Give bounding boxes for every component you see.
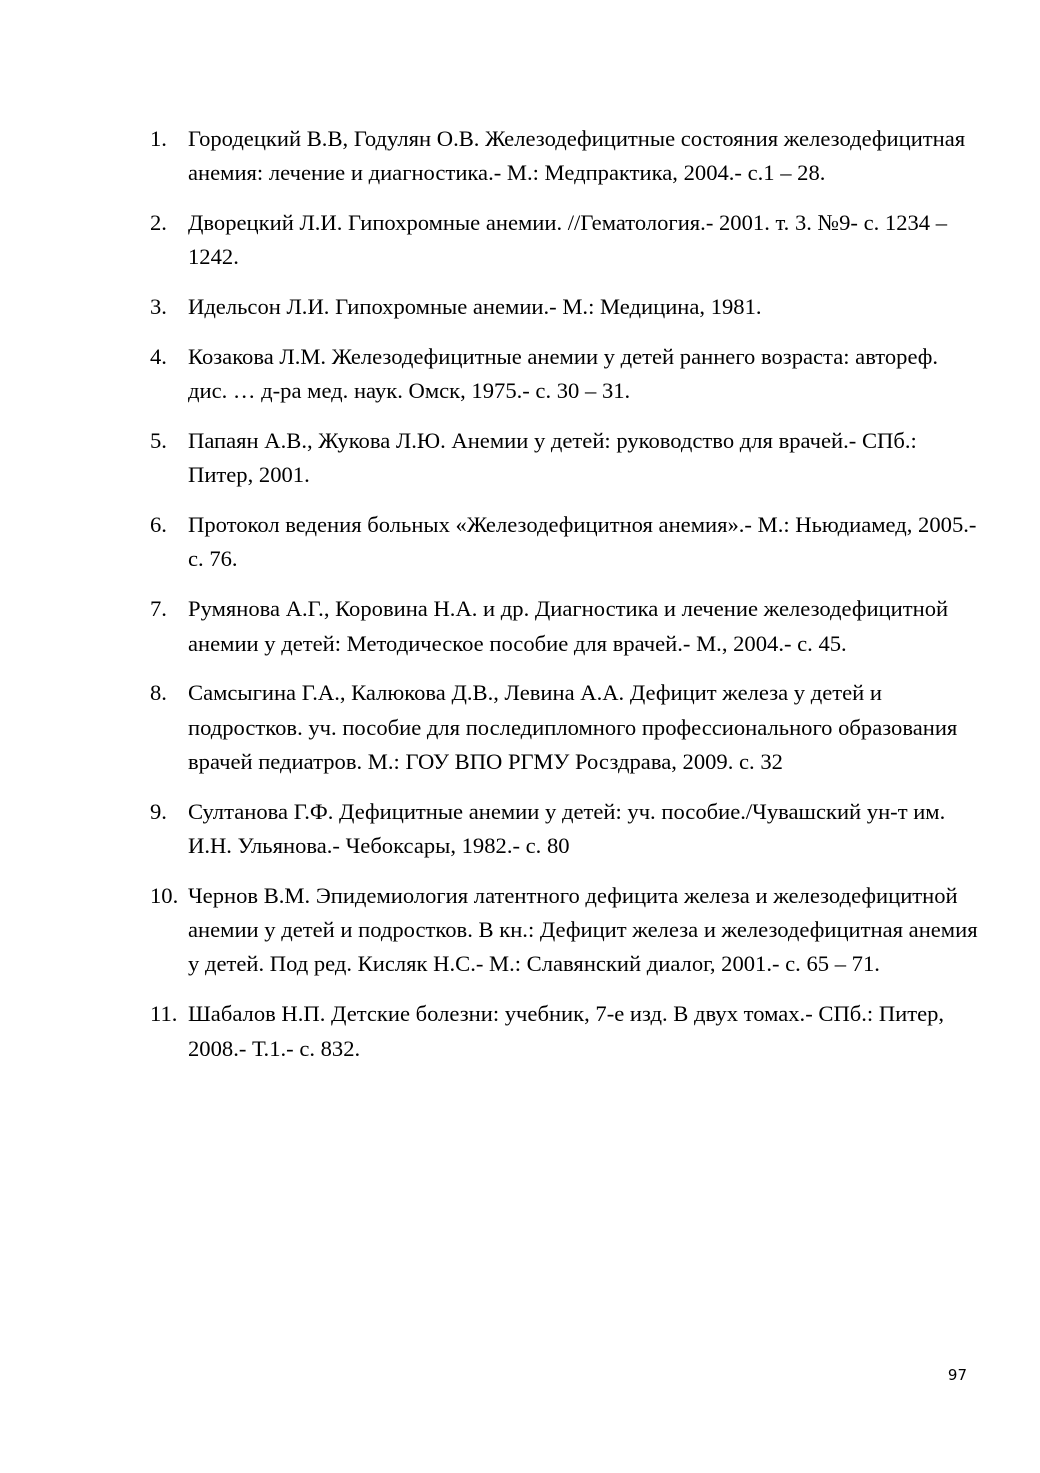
reference-item — [150, 508, 980, 577]
reference-number: 11. — [150, 1001, 178, 1027]
page-number: 97 — [947, 1366, 967, 1384]
reference-item — [150, 424, 980, 493]
reference-item — [150, 592, 980, 661]
reference-number: 2. — [150, 210, 167, 236]
reference-item — [150, 290, 980, 324]
reference-item — [150, 795, 980, 864]
reference-text: Шабалов Н.П. Детские болезни: учебник, 7-е изд. В двух томах.- СПб.: Питер, 2008.- Т.1.- с. 832. — [188, 1001, 945, 1061]
reference-text: Чернов В.М. Эпидемиология латентного дефицита железа и железодефицитной анемии у детей и подростков. В кн.: Дефицит железа и железодефицитная анемия у детей. Под ред. Кисляк Н.С.- М.: Славянский диалог, 2001.- с. 65 – 71. — [188, 882, 978, 977]
reference-text: Самсыгина Г.А., Калюкова Д.В., Левина А.А. Дефицит железа у детей и подростков. уч. пособие для последипломного профессионального образования врачей педиатров. М.: ГОУ ВПО РГМУ Росздрава, 2009. с. 32 — [188, 680, 958, 774]
reference-item — [150, 879, 980, 982]
reference-number: 3. — [150, 294, 167, 320]
reference-text: Городецкий В.В, Годулян О.В. Железодефицитные состояния железодефицитная анемия: лечение и диагностика.- М.: Медпрактика, 2004.- с.1 – 28. — [188, 126, 966, 186]
reference-text: Папаян А.В., Жукова Л.Ю. Анемии у детей: руководство для врачей.- СПб.: Питер, 2001. — [188, 428, 917, 488]
reference-number: 8. — [150, 680, 167, 706]
reference-number: 6. — [150, 512, 167, 538]
reference-number: 5. — [150, 428, 167, 454]
reference-text: Султанова Г.Ф. Дефицитные анемии у детей: уч. пособие./Чувашский ун-т им. И.Н. Ульянова.- Чебоксары, 1982.- с. 80 — [188, 798, 946, 859]
reference-text: Идельсон Л.И. Гипохромные анемии.- М.: Медицина, 1981. — [188, 294, 762, 320]
reference-text: Протокол ведения больных «Железодефицитноя анемия».- М.: Ньюдиамед, 2005.- с. 76. — [188, 512, 977, 572]
reference-number: 7. — [150, 596, 167, 622]
reference-item — [150, 997, 980, 1066]
reference-list — [150, 122, 980, 1081]
reference-number: 10. — [150, 882, 179, 908]
reference-number: 9. — [150, 798, 167, 824]
reference-item — [150, 122, 980, 191]
reference-item — [150, 206, 980, 275]
reference-number: 4. — [150, 343, 167, 369]
reference-number: 1. — [150, 126, 167, 151]
reference-text: Румянова А.Г., Коровина Н.А. и др. Диагностика и лечение железодефицитной анемии у детей: Методическое пособие для врачей.- М., 2004.- с. 45. — [188, 596, 949, 656]
reference-item — [150, 340, 980, 409]
reference-text: Дворецкий Л.И. Гипохромные анемии. //Гематология.- 2001. т. 3. №9- с. 1234 – 1242. — [188, 210, 948, 270]
reference-item — [150, 676, 980, 779]
reference-text: Козакова Л.М. Железодефицитные анемии у детей раннего возраста: автореф. дис. … д-ра мед. наук. Омск, 1975.- с. 30 – 31. — [188, 343, 939, 404]
